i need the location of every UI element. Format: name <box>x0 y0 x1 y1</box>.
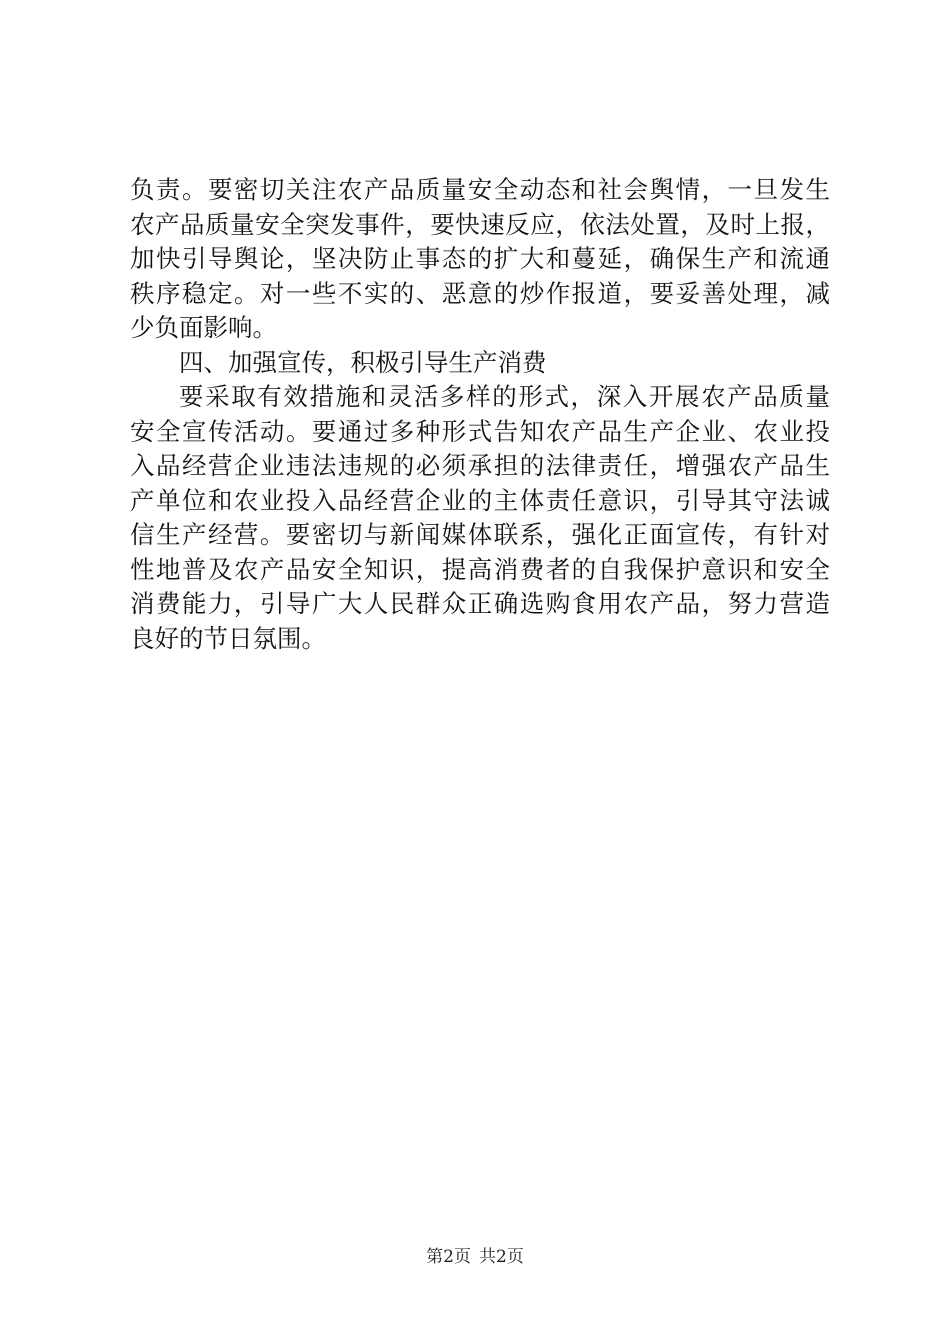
paragraph-line: 加快引导舆论，坚决防止事态的扩大和蔓延，确保生产和流通 <box>130 244 830 273</box>
paragraph-line: 消费能力，引导广大人民群众正确选购食用农产品，努力营造 <box>130 589 830 618</box>
section-heading: 四、加强宣传，积极引导生产消费 <box>179 347 547 377</box>
paragraph-line: 良好的节日氛围。 <box>130 623 326 653</box>
paragraph-line: 产单位和农业投入品经营企业的主体责任意识，引导其守法诚 <box>130 485 830 515</box>
paragraph-line: 性地普及农产品安全知识，提高消费者的自我保护意识和安全 <box>130 554 830 584</box>
paragraph-line: 要采取有效措施和灵活多样的形式，深入开展农产品质量 <box>179 382 830 411</box>
paragraph-line: 安全宣传活动。要通过多种形式告知农产品生产企业、农业投 <box>130 416 830 446</box>
page-number: 第2页 <box>426 1247 471 1267</box>
paragraph-line: 少负面影响。 <box>130 313 277 342</box>
page-footer <box>0 1242 950 1267</box>
document-body <box>130 173 830 656</box>
paragraph-line: 负责。要密切关注农产品质量安全动态和社会舆情，一旦发生 <box>130 175 830 204</box>
paragraph-line: 秩序稳定。对一些不实的、恶意的炒作报道，要妥善处理，减 <box>130 278 830 308</box>
page-total: 共2页 <box>479 1247 524 1267</box>
paragraph-line: 入品经营企业违法违规的必须承担的法律责任，增强农产品生 <box>130 451 830 480</box>
paragraph-line: 农产品质量安全突发事件，要快速反应，依法处置，及时上报， <box>130 209 830 239</box>
paragraph-line: 信生产经营。要密切与新闻媒体联系，强化正面宣传，有针对 <box>130 520 830 549</box>
